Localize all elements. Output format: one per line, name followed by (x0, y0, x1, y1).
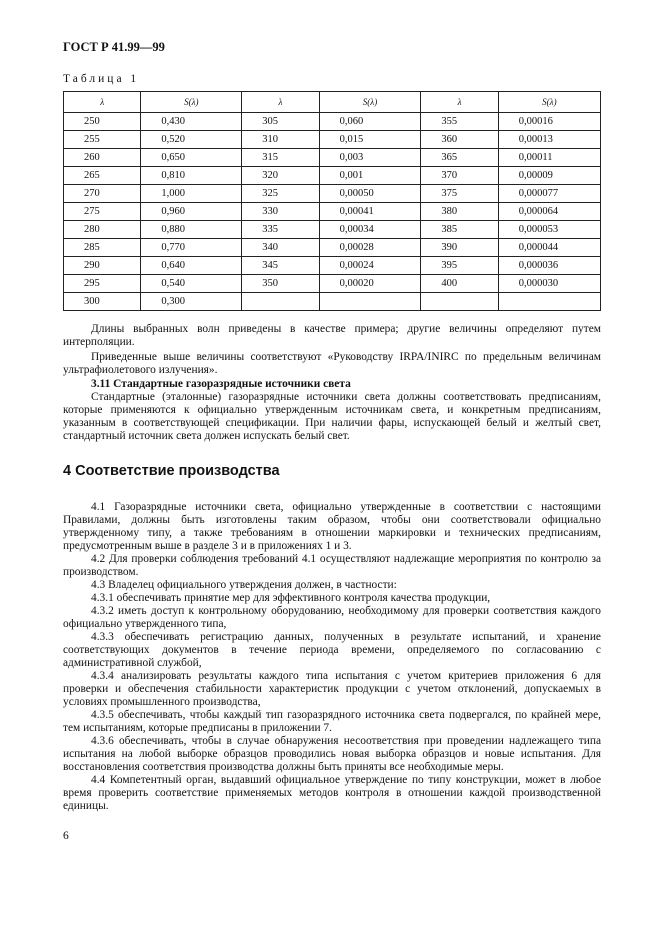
value-cell: 0,015 (319, 131, 421, 149)
column-header: S(λ) (141, 92, 242, 113)
spectral-table (63, 91, 601, 311)
value-cell: 0,520 (141, 131, 242, 149)
wavelength-cell: 270 (64, 185, 141, 203)
value-cell: 0,300 (141, 293, 242, 311)
table-row (64, 257, 601, 275)
value-cell: 0,00013 (498, 131, 600, 149)
value-cell: 0,00016 (498, 113, 600, 131)
after-table-text (63, 323, 601, 443)
wavelength-cell: 310 (242, 131, 319, 149)
value-cell: 0,00041 (319, 203, 421, 221)
table-row (64, 275, 601, 293)
value-cell: 0,650 (141, 149, 242, 167)
column-header: S(λ) (498, 92, 600, 113)
wavelength-cell: 305 (242, 113, 319, 131)
value-cell: 1,000 (141, 185, 242, 203)
wavelength-cell (242, 293, 319, 311)
wavelength-cell: 265 (64, 167, 141, 185)
value-cell: 0,060 (319, 113, 421, 131)
wavelength-cell: 360 (421, 131, 498, 149)
column-header: λ (421, 92, 498, 113)
wavelength-cell: 315 (242, 149, 319, 167)
wavelength-cell: 395 (421, 257, 498, 275)
wavelength-cell: 330 (242, 203, 319, 221)
table-row (64, 293, 601, 311)
value-cell (498, 293, 600, 311)
value-cell: 0,540 (141, 275, 242, 293)
subsection-heading: 3.11 Стандартные газоразрядные источники света (91, 378, 351, 390)
wavelength-cell (421, 293, 498, 311)
wavelength-cell: 350 (242, 275, 319, 293)
paragraph: 4.3.4 анализировать результаты каждого типа испытания с учетом критериев приложения 6 для проверки и обеспечения стабильности характеристик продукции с учетом отклонений, допускаемых в условиях промышленного производства, (63, 670, 601, 708)
value-cell: 0,001 (319, 167, 421, 185)
wavelength-cell: 300 (64, 293, 141, 311)
wavelength-cell: 340 (242, 239, 319, 257)
wavelength-cell: 275 (64, 203, 141, 221)
page-number: 6 (63, 830, 69, 842)
paragraph: Приведенные выше величины соответствуют «Руководству IRPA/INIRC по предельным величинам ультрафиолетового излучения». (63, 351, 601, 376)
value-cell: 0,810 (141, 167, 242, 185)
paragraph: Длины выбранных волн приведены в качестве примера; другие величины определяют путем интерполяции. (63, 323, 601, 348)
paragraph: 4.1 Газоразрядные источники света, официально утвержденные в соответствии с настоящими Правилами, должны быть изготовлены таким образом, чтобы они соответствовали официально утвержденному типу, а также требованиям в отношении маркировки и технических предписаниям, предусмотренным выше в разделе 3 и в приложениях 1 и 3. (63, 501, 601, 552)
wavelength-cell: 355 (421, 113, 498, 131)
wavelength-cell: 380 (421, 203, 498, 221)
value-cell: 0,000053 (498, 221, 600, 239)
value-cell: 0,003 (319, 149, 421, 167)
wavelength-cell: 320 (242, 167, 319, 185)
paragraph: 4.4 Компетентный орган, выдавший официальное утверждение по типу конструкции, может в любое время проверить соответствие применяемых методов контроля в отношении каждой производственной единицы. (63, 774, 601, 812)
wavelength-cell: 260 (64, 149, 141, 167)
paragraph: 4.3.5 обеспечивать, чтобы каждый тип газоразрядного источника света подвергался, по крайней мере, тем испытаниям, которые предписаны в приложении 7. (63, 709, 601, 734)
wavelength-cell: 250 (64, 113, 141, 131)
column-header: S(λ) (319, 92, 421, 113)
value-cell: 0,00020 (319, 275, 421, 293)
table-row (64, 167, 601, 185)
value-cell: 0,000044 (498, 239, 600, 257)
wavelength-cell: 285 (64, 239, 141, 257)
paragraph: 4.2 Для проверки соблюдения требований 4.1 осуществляют надлежащие мероприятия по контролю за производством. (63, 553, 601, 578)
wavelength-cell: 295 (64, 275, 141, 293)
paragraph: 4.3.3 обеспечивать регистрацию данных, полученных в результате испытаний, и хранение соответствующих документов в течение периода времени, определяемого по согласованию с административной службой, (63, 631, 601, 669)
table-row (64, 185, 601, 203)
table-row (64, 203, 601, 221)
column-header: λ (242, 92, 319, 113)
table-row (64, 113, 601, 131)
table-header-row (64, 92, 601, 113)
table-row (64, 239, 601, 257)
wavelength-cell: 365 (421, 149, 498, 167)
table-row (64, 149, 601, 167)
value-cell: 0,880 (141, 221, 242, 239)
value-cell: 0,000064 (498, 203, 600, 221)
value-cell: 0,00050 (319, 185, 421, 203)
value-cell: 0,770 (141, 239, 242, 257)
section-text (63, 501, 601, 813)
value-cell: 0,640 (141, 257, 242, 275)
value-cell (319, 293, 421, 311)
wavelength-cell: 370 (421, 167, 498, 185)
wavelength-cell: 255 (64, 131, 141, 149)
section-title: 4 Соответствие производства (63, 463, 280, 479)
wavelength-cell: 345 (242, 257, 319, 275)
wavelength-cell: 385 (421, 221, 498, 239)
column-header: λ (64, 92, 141, 113)
value-cell: 0,430 (141, 113, 242, 131)
value-cell: 0,00024 (319, 257, 421, 275)
value-cell: 0,000036 (498, 257, 600, 275)
value-cell: 0,00011 (498, 149, 600, 167)
paragraph: 4.3.2 иметь доступ к контрольному оборудованию, необходимому для проверки соответствия каждого официально утвержденного типа, (63, 605, 601, 630)
value-cell: 0,000077 (498, 185, 600, 203)
value-cell: 0,00034 (319, 221, 421, 239)
wavelength-cell: 400 (421, 275, 498, 293)
paragraph: Стандартные (эталонные) газоразрядные источники света должны соответствовать предписаниям, которые применяются к официально утвержденным источникам света, и конкретным предписаниям, указанным в соответствующей спецификации. При наличии фары, испускающей белый и желтый свет, стандартный источник света должен испускать белый свет. (63, 391, 601, 442)
paragraph: 4.3.6 обеспечивать, чтобы в случае обнаружения несоответствия при проведении надлежащего типа испытания на любой выборке образцов проводились новая выборка образцов и новые испытания. Для восстановления соответствия производства должны быть приняты все необходимые меры. (63, 735, 601, 773)
document-header: ГОСТ Р 41.99—99 (63, 40, 165, 54)
wavelength-cell: 375 (421, 185, 498, 203)
wavelength-cell: 335 (242, 221, 319, 239)
wavelength-cell: 325 (242, 185, 319, 203)
wavelength-cell: 280 (64, 221, 141, 239)
table-caption: Таблица 1 (63, 73, 140, 85)
value-cell: 0,000030 (498, 275, 600, 293)
paragraph: 4.3 Владелец официального утверждения должен, в частности: (91, 579, 397, 591)
table-row (64, 221, 601, 239)
paragraph: 4.3.1 обеспечивать принятие мер для эффективного контроля качества продукции, (91, 592, 491, 604)
wavelength-cell: 290 (64, 257, 141, 275)
value-cell: 0,960 (141, 203, 242, 221)
value-cell: 0,00009 (498, 167, 600, 185)
wavelength-cell: 390 (421, 239, 498, 257)
table-row (64, 131, 601, 149)
value-cell: 0,00028 (319, 239, 421, 257)
